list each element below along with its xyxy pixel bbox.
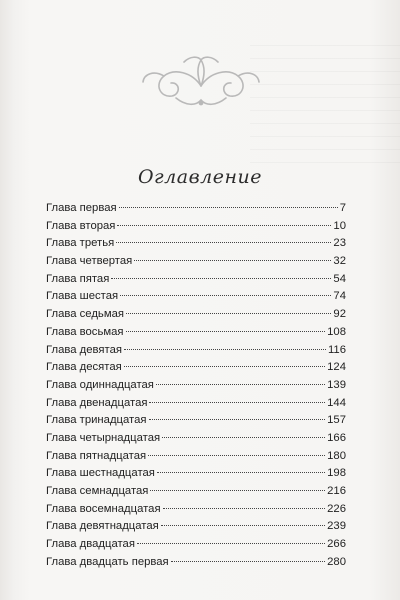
toc-entry [46, 395, 346, 413]
toc-entry-page-number: 124 [327, 361, 346, 374]
toc-entry-page-number: 216 [327, 485, 346, 497]
toc-entry-page-number: 74 [333, 290, 346, 303]
toc-entry-title: Глава четырнадцатая [46, 431, 161, 444]
toc-entry-leader [171, 561, 325, 562]
toc-entry-leader [161, 525, 325, 526]
toc-entry-title: Глава двадцатая [46, 538, 135, 551]
toc-entry [46, 412, 346, 430]
toc-entry [46, 235, 346, 253]
toc-entry-title: Глава пятнадцатая [46, 449, 147, 462]
toc-entry-page-number: 139 [327, 378, 346, 391]
toc-entry [46, 288, 346, 306]
toc-entry-leader [150, 490, 325, 491]
toc-entry-page-number: 32 [333, 255, 346, 268]
toc-entry-leader [156, 384, 325, 385]
toc-entry-page-number: 280 [327, 555, 346, 568]
toc-entry-leader [163, 508, 326, 509]
toc-entry-title: Глава восьмая [46, 325, 124, 338]
toc-entry-leader [157, 472, 325, 473]
toc-entry-page-number: 92 [333, 308, 346, 321]
toc-entry-leader [124, 349, 326, 350]
toc-entry [46, 253, 346, 271]
toc-entry-title: Глава первая [46, 202, 117, 214]
toc-entry-page-number: 226 [327, 502, 346, 515]
toc-entry-leader [162, 437, 325, 438]
toc-entry-page-number: 54 [333, 272, 346, 285]
toc-entry-leader [126, 331, 326, 332]
toc-entry-page-number: 108 [327, 325, 346, 338]
toc-list [46, 200, 346, 571]
toc-entry-title: Глава шестая [46, 290, 119, 303]
toc-entry-title: Глава четвертая [46, 255, 133, 268]
swirl-flourish-icon [140, 48, 262, 114]
toc-entry [46, 430, 346, 448]
toc-entry-page-number: 10 [333, 219, 346, 232]
toc-entry-title: Глава одиннадцатая [46, 378, 154, 391]
toc-entry-page-number: 180 [327, 449, 346, 462]
toc-entry-page-number: 144 [327, 396, 346, 409]
toc-entry-leader [117, 225, 331, 226]
toc-entry-title: Глава семнадцатая [46, 485, 149, 497]
toc-entry-leader [119, 207, 338, 208]
toc-entry-title: Глава девятнадцатая [46, 520, 159, 533]
toc-entry-leader [148, 455, 325, 456]
toc-entry-title: Глава девятая [46, 343, 122, 356]
toc-entry-leader [116, 242, 331, 243]
toc-entry [46, 483, 346, 501]
toc-entry-page-number: 166 [327, 431, 346, 444]
toc-entry-leader [137, 543, 325, 544]
toc-entry-title: Глава восемнадцатая [46, 502, 161, 515]
toc-entry-title: Глава двенадцатая [46, 396, 148, 409]
show-through-text [250, 45, 400, 165]
toc-entry-title: Глава пятая [46, 272, 110, 285]
toc-entry [46, 342, 346, 360]
toc-entry [46, 518, 346, 536]
toc-entry-title: Глава вторая [46, 219, 116, 232]
toc-entry [46, 501, 346, 519]
toc-entry-title: Глава десятая [46, 361, 122, 374]
toc-entry-leader [149, 419, 326, 420]
toc-entry [46, 271, 346, 289]
toc-entry-leader [149, 402, 325, 403]
toc-entry [46, 448, 346, 466]
toc-entry [46, 200, 346, 218]
toc-entry-leader [134, 260, 331, 261]
toc-entry-leader [126, 313, 331, 314]
toc-entry-page-number: 23 [333, 237, 346, 250]
toc-entry [46, 218, 346, 236]
toc-entry-title: Глава третья [46, 237, 115, 250]
toc-entry [46, 306, 346, 324]
toc-entry-title: Глава седьмая [46, 308, 124, 321]
toc-entry [46, 536, 346, 554]
toc-entry [46, 359, 346, 377]
toc-entry-leader [120, 295, 331, 296]
toc-entry-title: Глава тринадцатая [46, 414, 147, 427]
toc-entry-page-number: 239 [327, 520, 346, 533]
toc-entry-leader [111, 278, 331, 279]
toc-entry-title: Глава шестнадцатая [46, 467, 155, 480]
toc-entry [46, 465, 346, 483]
toc-entry [46, 324, 346, 342]
toc-entry-page-number: 157 [327, 414, 346, 427]
toc-entry-page-number: 116 [327, 343, 346, 356]
toc-entry [46, 377, 346, 395]
toc-entry [46, 554, 346, 572]
toc-entry-title: Глава двадцать первая [46, 555, 169, 568]
toc-entry-leader [124, 366, 325, 367]
toc-heading: Оглавление [137, 166, 262, 188]
toc-entry-page-number: 198 [327, 467, 346, 480]
toc-entry-page-number: 7 [339, 202, 346, 214]
toc-entry-page-number: 266 [327, 538, 346, 551]
